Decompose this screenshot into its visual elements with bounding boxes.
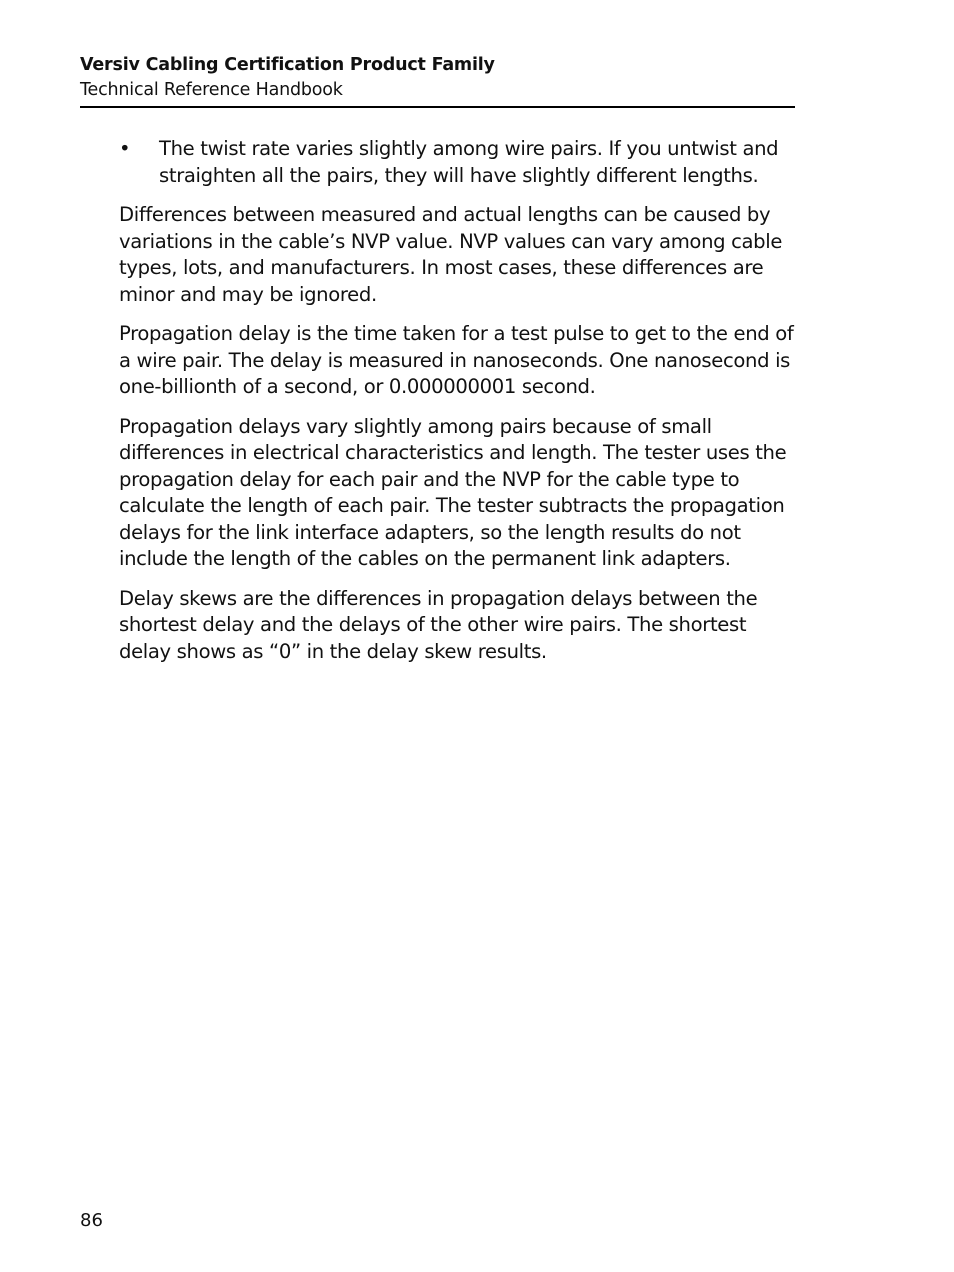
body-content xyxy=(119,136,795,678)
paragraph-length-differences: Differences between measured and actual lengths can be caused by variations in the cable’s NVP value. NVP values can vary among cable types, lots, and manufacturers. In most cases, these differences are minor and may be ignored. xyxy=(119,203,783,306)
bullet-icon: • xyxy=(119,137,131,160)
header-title: Versiv Cabling Certification Product Family xyxy=(80,55,495,75)
paragraph-propagation-delay: Propagation delay is the time taken for a test pulse to get to the end of a wire pair. The delay is measured in nanoseconds. One nanosecond is one-billionth of a second, or 0.000000001 second. xyxy=(119,322,794,398)
paragraph-delay-skew: Delay skews are the differences in propagation delays between the shortest delay and the delays of the other wire pairs. The shortest delay shows as “0” in the delay skew results. xyxy=(119,586,758,663)
running-header xyxy=(80,53,795,108)
paragraph-pair-delays: Propagation delays vary slightly among pairs because of small differences in electrical characteristics and length. The tester uses the propagation delay for each pair and the NVP for the cable type to calculate the length of each pair. The tester subtracts the propagation delays for the link interface adapters, so the length results do not include the length of the cables on the permanent link adapters. xyxy=(119,414,787,570)
page-number: 86 xyxy=(80,1210,103,1231)
bullet-item xyxy=(119,136,795,189)
header-subtitle: Technical Reference Handbook xyxy=(80,80,343,100)
bullet-text: The twist rate varies slightly among wire pairs. If you untwist and straighten all the pairs, they will have slightly different lengths. xyxy=(159,137,779,187)
